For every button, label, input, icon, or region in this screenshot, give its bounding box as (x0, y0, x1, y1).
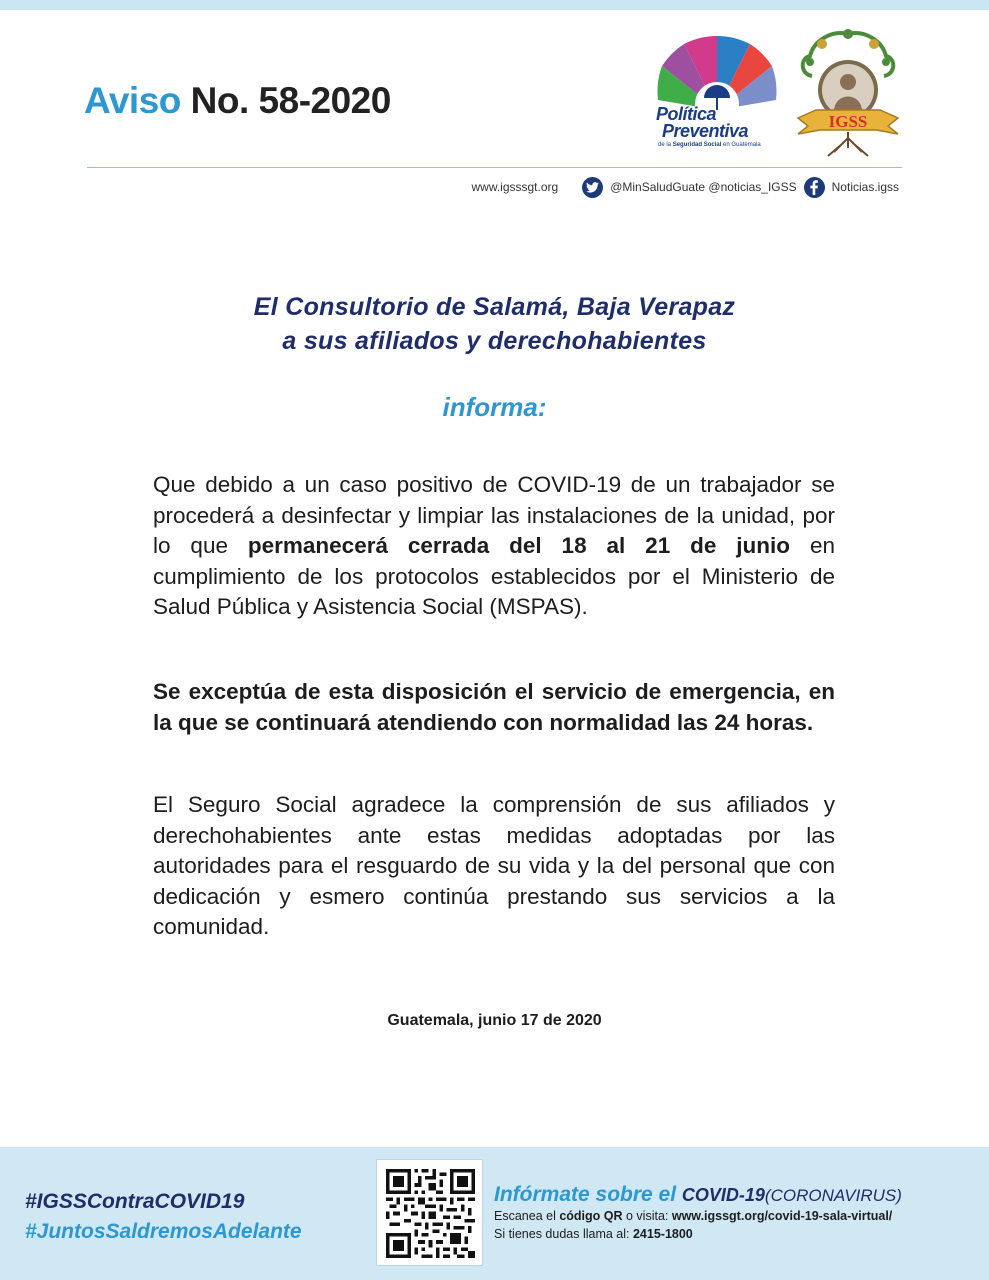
hashtag-igss: #IGSSContraCOVID19 (25, 1190, 245, 1213)
notice-title (84, 80, 391, 122)
footer-banner (0, 1147, 989, 1280)
contact-row (471, 176, 899, 198)
sala-virtual-link[interactable]: www.igssgt.org/covid-19-sala-virtual/ (671, 1209, 893, 1223)
pp-tagline: de la Seguridad Social en Guatemala (658, 142, 761, 148)
top-stripe (0, 0, 989, 10)
politica-preventiva-logo (652, 30, 782, 158)
scan-instructions: Escanea el código QR o visita: www.igssgt.org/covid-19-sala-virtual/ (494, 1209, 893, 1223)
igss-logo (792, 26, 904, 160)
website-link[interactable]: www.igsssgt.org (471, 180, 559, 194)
svg-text:IGSS: IGSS (828, 112, 868, 131)
heading-line1: El Consultorio de Salamá, Baja Verapaz (253, 293, 736, 321)
paragraph-thanks: El Seguro Social agradece la comprensión de sus afiliados y derechohabientes ante estas medidas adoptadas por las autoridades para el resguardo de su vida y la del personal que con dedicación y esmero continúa prestando sus servicios a la comunidad. (153, 792, 835, 939)
header-divider (87, 167, 902, 168)
notice-title-number: No. 58-2020 (190, 80, 391, 121)
pp-line1: Política (656, 104, 717, 124)
date-line: Guatemala, junio 17 de 2020 (387, 1012, 602, 1029)
phone-number[interactable]: 2415-1800 (632, 1227, 693, 1241)
call-instructions: Si tienes dudas llama al: 2415-1800 (494, 1227, 693, 1241)
heading-line2: a sus afiliados y derechohabientes (282, 327, 707, 355)
twitter-handles[interactable]: @MinSaludGuate @noticias_IGSS (610, 180, 797, 194)
paragraph-exception: Se exceptúa de esta disposición el servicio de emergencia, en la que se continuará atendiendo con normalidad las 24 horas. (153, 679, 835, 735)
facebook-handle[interactable]: Noticias.igss (831, 180, 899, 194)
umbrella-icon (652, 30, 782, 110)
hashtag-juntos: #JuntosSaldremosAdelante (25, 1220, 302, 1243)
twitter-icon[interactable] (582, 177, 603, 198)
notice-title-aviso: Aviso (84, 80, 181, 121)
qr-code-icon[interactable] (376, 1159, 483, 1266)
facebook-icon[interactable] (804, 177, 825, 198)
pp-line2: Preventiva (662, 121, 749, 141)
notice-heading (0, 290, 989, 358)
informa-label: informa: (442, 392, 547, 422)
politica-preventiva-wordmark (656, 106, 782, 140)
hashtags (25, 1187, 302, 1247)
info-heading: Infórmate sobre el COVID-19(CORONAVIRUS) (494, 1183, 902, 1206)
info-block (494, 1183, 974, 1243)
paragraph-closure: Que debido a un caso positivo de COVID-19 de un trabajador se procederá a desinfectar y limpiar las instalaciones de la unidad, por lo que permanecerá cerrada del 18 al 21 de junio en cumplimiento de los protocolos establecidos por el Ministerio de Salud Pública y Asistencia Social (MSPAS). (153, 472, 835, 619)
